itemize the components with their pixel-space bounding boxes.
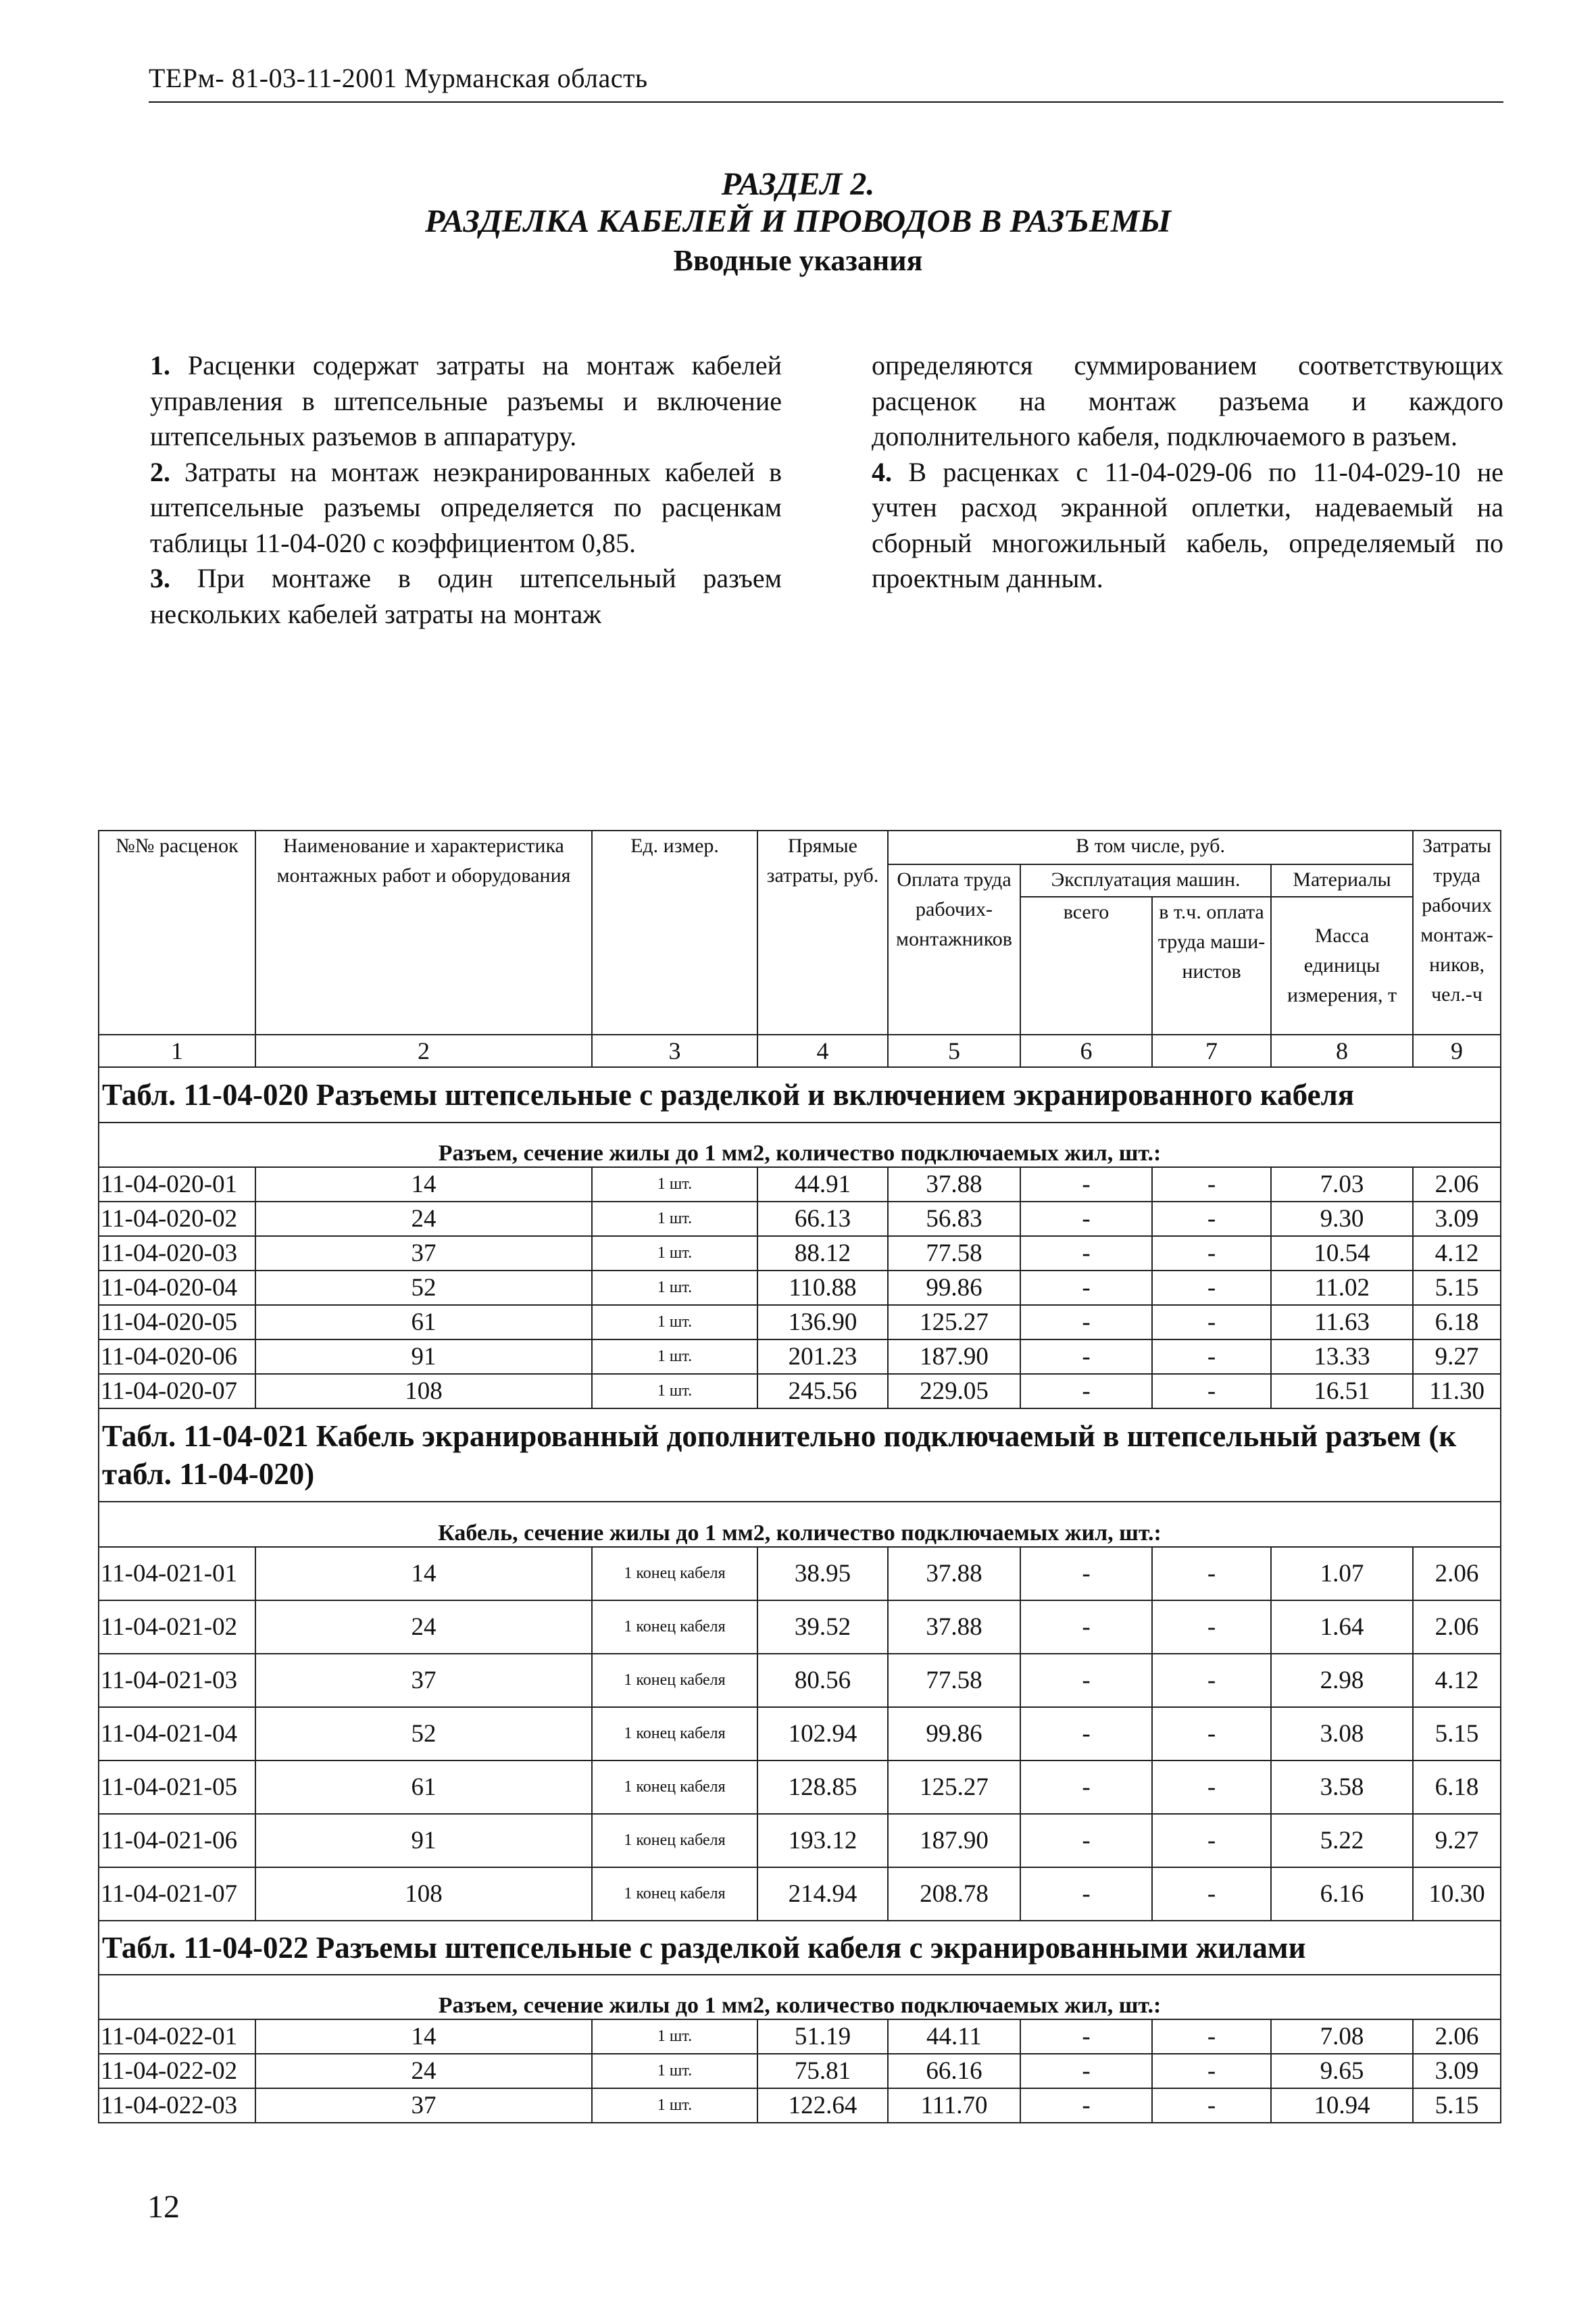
- cell-labor: 4.12: [1413, 1654, 1501, 1707]
- table-subtitle-row: [99, 1123, 1501, 1167]
- cell-labor: 11.30: [1413, 1374, 1501, 1408]
- cell-direct: 122.64: [757, 2088, 888, 2123]
- cell-labor: 9.27: [1413, 1814, 1501, 1867]
- table-title-row: [99, 1067, 1501, 1123]
- table-row: [99, 1654, 1501, 1707]
- cell-machines-total: -: [1020, 1761, 1152, 1814]
- cell-materials: 11.63: [1271, 1305, 1413, 1339]
- note-4: [872, 455, 1503, 597]
- cell-labor: 6.18: [1413, 1761, 1501, 1814]
- cell-direct: 39.52: [757, 1600, 888, 1654]
- cell-direct: 201.23: [757, 1339, 888, 1374]
- table-row: [99, 1761, 1501, 1814]
- intro-heading: Вводные указания: [673, 244, 923, 277]
- cell-labor: 4.12: [1413, 1236, 1501, 1271]
- rates-table-body: [99, 831, 1501, 2123]
- cell-code: 11-04-020-06: [99, 1339, 255, 1374]
- cell-labor: 9.27: [1413, 1339, 1501, 1374]
- notes-right-column: [872, 348, 1503, 597]
- cell-machines-incl: -: [1152, 1867, 1271, 1921]
- cell-direct: 66.13: [757, 1202, 888, 1236]
- cell-name: 24: [255, 1202, 592, 1236]
- table-row: [99, 1374, 1501, 1408]
- cell-labor: 5.15: [1413, 1271, 1501, 1305]
- header-row-1: [99, 831, 1501, 864]
- cell-materials: 11.02: [1271, 1271, 1413, 1305]
- cell-direct: 128.85: [757, 1761, 888, 1814]
- cell-machines-total: -: [1020, 1547, 1152, 1600]
- table-title-row: [99, 1408, 1501, 1502]
- cell-materials: 7.03: [1271, 1167, 1413, 1202]
- table-row: [99, 1339, 1501, 1374]
- cell-unit: 1 конец кабеля: [592, 1707, 757, 1761]
- cell-materials: 9.65: [1271, 2054, 1413, 2088]
- cell-labor: 2.06: [1413, 2019, 1501, 2054]
- cell-name: 91: [255, 1814, 592, 1867]
- table-subtitle: Разъем, сечение жилы до 1 мм2, количество подключаемых жил, шт.:: [99, 1975, 1501, 2019]
- col-num-9: 9: [1413, 1035, 1501, 1067]
- cell-unit: 1 конец кабеля: [592, 1547, 757, 1600]
- cell-code: 11-04-020-03: [99, 1236, 255, 1271]
- cell-direct: 88.12: [757, 1236, 888, 1271]
- cell-unit: 1 шт.: [592, 1271, 757, 1305]
- cell-name: 52: [255, 1707, 592, 1761]
- table-row: [99, 2088, 1501, 2123]
- cell-machines-total: -: [1020, 1867, 1152, 1921]
- table-row: [99, 1547, 1501, 1600]
- cell-unit: 1 шт.: [592, 2088, 757, 2123]
- cell-labor: 6.18: [1413, 1305, 1501, 1339]
- header-rule: [149, 101, 1503, 103]
- cell-code: 11-04-020-04: [99, 1271, 255, 1305]
- cell-name: 91: [255, 1339, 592, 1374]
- note-1: [150, 348, 782, 455]
- col-num-7: 7: [1152, 1035, 1271, 1067]
- cell-name: 108: [255, 1867, 592, 1921]
- table-title: Табл. 11-04-021 Кабель экранированный дополнительно подключаемый в штепсельный разъем (к табл. 11-04-020): [99, 1408, 1501, 1502]
- cell-code: 11-04-020-01: [99, 1167, 255, 1202]
- cell-pay: 44.11: [888, 2019, 1020, 2054]
- cell-unit: 1 шт.: [592, 1236, 757, 1271]
- cell-machines-incl: -: [1152, 1271, 1271, 1305]
- cell-materials: 3.58: [1271, 1761, 1413, 1814]
- cell-code: 11-04-021-07: [99, 1867, 255, 1921]
- cell-unit: 1 шт.: [592, 1202, 757, 1236]
- header-machines-incl: в т.ч. оплата труда машинистов: [1152, 897, 1271, 1035]
- cell-direct: 102.94: [757, 1707, 888, 1761]
- col-num-6: 6: [1020, 1035, 1152, 1067]
- cell-unit: 1 шт.: [592, 1374, 757, 1408]
- cell-unit: 1 конец кабеля: [592, 1761, 757, 1814]
- cell-machines-incl: -: [1152, 1167, 1271, 1202]
- cell-labor: 5.15: [1413, 2088, 1501, 2123]
- cell-pay: 125.27: [888, 1761, 1020, 1814]
- col-num-1: 1: [99, 1035, 255, 1067]
- cell-machines-total: -: [1020, 1305, 1152, 1339]
- table-subtitle-row: [99, 1502, 1501, 1547]
- cell-name: 14: [255, 1547, 592, 1600]
- cell-direct: 136.90: [757, 1305, 888, 1339]
- cell-machines-incl: -: [1152, 2054, 1271, 2088]
- cell-pay: 187.90: [888, 1339, 1020, 1374]
- cell-labor: 2.06: [1413, 1600, 1501, 1654]
- cell-machines-total: -: [1020, 1167, 1152, 1202]
- cell-name: 14: [255, 2019, 592, 2054]
- col-num-5: 5: [888, 1035, 1020, 1067]
- cell-name: 24: [255, 2054, 592, 2088]
- cell-machines-total: -: [1020, 1814, 1152, 1867]
- cell-direct: 110.88: [757, 1271, 888, 1305]
- cell-materials: 7.08: [1271, 2019, 1413, 2054]
- table-row: [99, 1600, 1501, 1654]
- header-mass: Масса единицы измерения, т: [1271, 897, 1413, 1035]
- cell-pay: 77.58: [888, 1236, 1020, 1271]
- cell-labor: 2.06: [1413, 1547, 1501, 1600]
- cell-pay: 99.86: [888, 1707, 1020, 1761]
- table-row: [99, 1814, 1501, 1867]
- section-title: РАЗДЕЛ 2.: [721, 166, 875, 202]
- cell-machines-incl: -: [1152, 1761, 1271, 1814]
- cell-labor: 3.09: [1413, 1202, 1501, 1236]
- cell-materials: 1.07: [1271, 1547, 1413, 1600]
- cell-name: 52: [255, 1271, 592, 1305]
- cell-code: 11-04-022-02: [99, 2054, 255, 2088]
- table-row: [99, 1867, 1501, 1921]
- table-title-row: [99, 1921, 1501, 1975]
- header-labor: Затраты труда рабочих монтажников, чел.-ч: [1413, 831, 1501, 1035]
- header-code: №№ расценок: [99, 831, 255, 1035]
- col-num-8: 8: [1271, 1035, 1413, 1067]
- note-1-number: 1.: [150, 350, 170, 380]
- table-row: [99, 2054, 1501, 2088]
- table-row: [99, 1236, 1501, 1271]
- cell-unit: 1 шт.: [592, 2019, 757, 2054]
- cell-direct: 44.91: [757, 1167, 888, 1202]
- cell-direct: 245.56: [757, 1374, 888, 1408]
- cell-name: 14: [255, 1167, 592, 1202]
- table-subtitle: Кабель, сечение жилы до 1 мм2, количество подключаемых жил, шт.:: [99, 1502, 1501, 1547]
- cell-name: 61: [255, 1761, 592, 1814]
- header-direct-costs: Прямые затраты, руб.: [757, 831, 888, 1035]
- cell-code: 11-04-021-03: [99, 1654, 255, 1707]
- note-3-continued: [872, 348, 1503, 455]
- cell-machines-incl: -: [1152, 1236, 1271, 1271]
- cell-unit: 1 шт.: [592, 1167, 757, 1202]
- section-subtitle: РАЗДЕЛКА КАБЕЛЕЙ И ПРОВОДОВ В РАЗЪЕМЫ: [425, 203, 1171, 239]
- cell-machines-total: -: [1020, 1271, 1152, 1305]
- table-row: [99, 1202, 1501, 1236]
- cell-code: 11-04-021-02: [99, 1600, 255, 1654]
- cell-unit: 1 конец кабеля: [592, 1654, 757, 1707]
- cell-machines-total: -: [1020, 1707, 1152, 1761]
- note-3-number: 3.: [150, 563, 170, 593]
- notes-left-column: [150, 348, 782, 632]
- cell-machines-incl: -: [1152, 1600, 1271, 1654]
- cell-machines-incl: -: [1152, 1547, 1271, 1600]
- cell-pay: 37.88: [888, 1600, 1020, 1654]
- page-number: 12: [147, 2189, 180, 2225]
- header-including: В том числе, руб.: [888, 831, 1413, 864]
- cell-labor: 5.15: [1413, 1707, 1501, 1761]
- cell-machines-incl: -: [1152, 1707, 1271, 1761]
- cell-machines-total: -: [1020, 2019, 1152, 2054]
- cell-name: 37: [255, 2088, 592, 2123]
- cell-unit: 1 шт.: [592, 1339, 757, 1374]
- cell-machines-total: -: [1020, 1374, 1152, 1408]
- cell-direct: 75.81: [757, 2054, 888, 2088]
- cell-materials: 2.98: [1271, 1654, 1413, 1707]
- cell-pay: 229.05: [888, 1374, 1020, 1408]
- table-row: [99, 2019, 1501, 2054]
- cell-machines-incl: -: [1152, 1654, 1271, 1707]
- cell-machines-total: -: [1020, 1236, 1152, 1271]
- cell-materials: 10.54: [1271, 1236, 1413, 1271]
- table-row: [99, 1271, 1501, 1305]
- cell-materials: 13.33: [1271, 1339, 1413, 1374]
- note-1-text: Расценки содержат затраты на монтаж кабелей управления в штепсельные разъемы и включение штепсельных разъемов в аппаратуру.: [150, 350, 782, 451]
- cell-name: 61: [255, 1305, 592, 1339]
- table-row: [99, 1707, 1501, 1761]
- table-subtitle: Разъем, сечение жилы до 1 мм2, количество подключаемых жил, шт.:: [99, 1123, 1501, 1167]
- cell-code: 11-04-020-05: [99, 1305, 255, 1339]
- header-pay: Оплата труда рабочих-монтажников: [888, 864, 1020, 1035]
- note-3: [150, 561, 782, 632]
- header-name: Наименование и характеристика монтажных работ и оборудования: [255, 831, 592, 1035]
- cell-labor: 2.06: [1413, 1167, 1501, 1202]
- cell-direct: 80.56: [757, 1654, 888, 1707]
- cell-pay: 77.58: [888, 1654, 1020, 1707]
- table-row: [99, 1305, 1501, 1339]
- cell-machines-incl: -: [1152, 2088, 1271, 2123]
- cell-code: 11-04-022-01: [99, 2019, 255, 2054]
- cell-machines-incl: -: [1152, 1202, 1271, 1236]
- cell-unit: 1 шт.: [592, 2054, 757, 2088]
- cell-machines-incl: -: [1152, 1374, 1271, 1408]
- cell-name: 24: [255, 1600, 592, 1654]
- col-num-4: 4: [757, 1035, 888, 1067]
- cell-direct: 214.94: [757, 1867, 888, 1921]
- cell-machines-total: -: [1020, 1654, 1152, 1707]
- cell-code: 11-04-021-04: [99, 1707, 255, 1761]
- table-title: Табл. 11-04-020 Разъемы штепсельные с разделкой и включением экранированного кабеля: [99, 1067, 1501, 1123]
- cell-name: 108: [255, 1374, 592, 1408]
- note-2: [150, 455, 782, 562]
- cell-code: 11-04-022-03: [99, 2088, 255, 2123]
- col-num-3: 3: [592, 1035, 757, 1067]
- col-num-2: 2: [255, 1035, 592, 1067]
- cell-unit: 1 конец кабеля: [592, 1814, 757, 1867]
- cell-unit: 1 конец кабеля: [592, 1867, 757, 1921]
- note-3-cont-text: определяются суммированием соответствующих расценок на монтаж разъема и каждого дополнительного кабеля, подключаемого в разъем.: [872, 350, 1503, 451]
- header-materials: Материалы: [1271, 864, 1413, 897]
- cell-materials: 9.30: [1271, 1202, 1413, 1236]
- table-subtitle-row: [99, 1975, 1501, 2019]
- header-unit: Ед. измер.: [592, 831, 757, 1035]
- cell-materials: 3.08: [1271, 1707, 1413, 1761]
- cell-name: 37: [255, 1654, 592, 1707]
- cell-machines-total: -: [1020, 1202, 1152, 1236]
- cell-pay: 125.27: [888, 1305, 1020, 1339]
- cell-pay: 187.90: [888, 1814, 1020, 1867]
- cell-pay: 111.70: [888, 2088, 1020, 2123]
- cell-machines-incl: -: [1152, 1339, 1271, 1374]
- cell-labor: 3.09: [1413, 2054, 1501, 2088]
- header-machines-total: всего: [1020, 897, 1152, 1035]
- table-row: [99, 1167, 1501, 1202]
- cell-direct: 38.95: [757, 1547, 888, 1600]
- note-2-number: 2.: [150, 456, 170, 487]
- note-3-text: При монтаже в один штепсельный разъем нескольких кабелей затраты на монтаж: [150, 563, 782, 629]
- note-2-text: Затраты на монтаж неэкранированных кабелей в штепсельные разъемы определяется по расценкам таблицы 11-04-020 с коэффициентом 0,85.: [150, 456, 782, 558]
- cell-pay: 99.86: [888, 1271, 1020, 1305]
- cell-code: 11-04-020-02: [99, 1202, 255, 1236]
- header-machines: Эксплуатация машин.: [1020, 864, 1271, 897]
- cell-pay: 208.78: [888, 1867, 1020, 1921]
- cell-code: 11-04-021-01: [99, 1547, 255, 1600]
- cell-pay: 56.83: [888, 1202, 1020, 1236]
- cell-machines-incl: -: [1152, 2019, 1271, 2054]
- cell-name: 37: [255, 1236, 592, 1271]
- cell-machines-total: -: [1020, 2054, 1152, 2088]
- cell-materials: 10.94: [1271, 2088, 1413, 2123]
- cell-code: 11-04-020-07: [99, 1374, 255, 1408]
- cell-machines-total: -: [1020, 1339, 1152, 1374]
- cell-code: 11-04-021-06: [99, 1814, 255, 1867]
- cell-direct: 51.19: [757, 2019, 888, 2054]
- cell-unit: 1 шт.: [592, 1305, 757, 1339]
- cell-machines-total: -: [1020, 2088, 1152, 2123]
- note-4-text: В расценках с 11-04-029-06 по 11-04-029-10 не учтен расход экранной оплетки, надеваемый на сборный многожильный кабель, определяемый по проектным данным.: [872, 456, 1503, 593]
- cell-materials: 6.16: [1271, 1867, 1413, 1921]
- running-header: ТЕРм- 81-03-11-2001 Мурманская область: [149, 63, 648, 93]
- column-number-row: [99, 1035, 1501, 1067]
- cell-materials: 5.22: [1271, 1814, 1413, 1867]
- cell-labor: 10.30: [1413, 1867, 1501, 1921]
- cell-pay: 37.88: [888, 1547, 1020, 1600]
- cell-direct: 193.12: [757, 1814, 888, 1867]
- note-4-number: 4.: [872, 456, 892, 487]
- table-title: Табл. 11-04-022 Разъемы штепсельные с разделкой кабеля с экранированными жилами: [99, 1921, 1501, 1975]
- cell-code: 11-04-021-05: [99, 1761, 255, 1814]
- cell-machines-incl: -: [1152, 1305, 1271, 1339]
- cell-pay: 37.88: [888, 1167, 1020, 1202]
- rates-table: [98, 830, 1501, 2123]
- cell-unit: 1 конец кабеля: [592, 1600, 757, 1654]
- cell-materials: 16.51: [1271, 1374, 1413, 1408]
- cell-pay: 66.16: [888, 2054, 1020, 2088]
- cell-machines-total: -: [1020, 1600, 1152, 1654]
- cell-machines-incl: -: [1152, 1814, 1271, 1867]
- cell-materials: 1.64: [1271, 1600, 1413, 1654]
